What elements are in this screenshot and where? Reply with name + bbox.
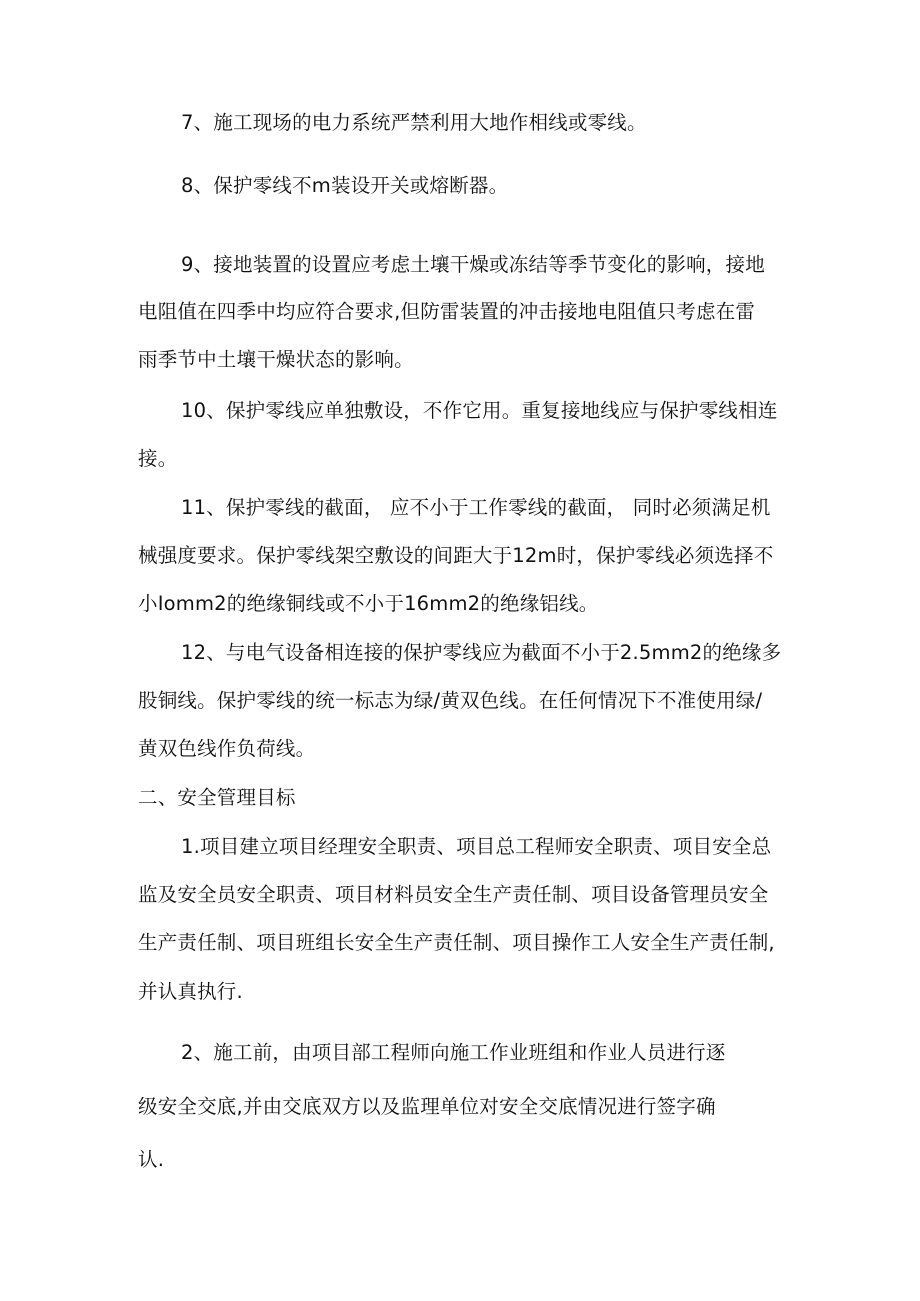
goal-1-line-1: 1.项目建立项目经理安全职责、项目总工程师安全职责、项目安全总 — [181, 835, 772, 858]
paragraph-8-line-1: 8、保护零线不m装设开关或熔断器。 — [181, 174, 509, 197]
paragraph-7-line-1: 7、施工现场的电力系统严禁利用大地作相线或零线。 — [181, 111, 647, 134]
paragraph-12-line-2: 股铜线。保护零线的统一标志为绿/黄双色线。在任何情况下不准使用绿/ — [138, 689, 763, 712]
paragraph-9-line-2: 电阻值在四季中均应符合要求,但防雷装置的冲击接地电阻值只考虑在雷 — [138, 300, 756, 323]
goal-1-line-2: 监及安全员安全职责、项目材料员安全生产责任制、项目设备管理员安全 — [138, 883, 769, 906]
paragraph-11-line-1: 11、保护零线的截面， 应不小于工作零线的截面， 同时必须满足机 — [181, 496, 771, 519]
paragraph-11-line-2: 械强度要求。保护零线架空敷设的间距大于12m时，保护零线必须选择不 — [138, 544, 774, 567]
goal-2-line-1: 2、施工前，由项目部工程师向施工作业班组和作业人员进行逐 — [181, 1041, 726, 1064]
paragraph-12-line-1: 12、与电气设备相连接的保护零线应为截面不小于2.5mm2的绝缘多 — [181, 641, 782, 664]
paragraph-12-line-3: 黄双色线作负荷线。 — [138, 737, 316, 760]
goal-2-line-3: 认. — [138, 1148, 165, 1171]
paragraph-10-line-1: 10、保护零线应单独敷设，不作它用。重复接地线应与保护零线相连 — [181, 399, 778, 422]
paragraph-9-line-3: 雨季节中土壤干燥状态的影响。 — [138, 348, 414, 371]
paragraph-10-line-2: 接。 — [138, 447, 178, 470]
goal-1-line-4: 并认真执行. — [138, 980, 243, 1003]
paragraph-11-line-3: 小Iomm2的绝缘铜线或不小于16mm2的绝缘铝线。 — [138, 592, 599, 615]
paragraph-9-line-1: 9、接地装置的设置应考虑土壤干燥或冻结等季节变化的影响，接地 — [181, 253, 765, 276]
goal-2-line-2: 级安全交底,并由交底双方以及监理单位对安全交底情况进行签字确 — [138, 1095, 716, 1118]
section-heading: 二、安全管理目标 — [138, 786, 296, 809]
goal-1-line-3: 生产责任制、项目班组长安全生产责任制、项目操作工人安全生产责任制, — [138, 931, 775, 954]
